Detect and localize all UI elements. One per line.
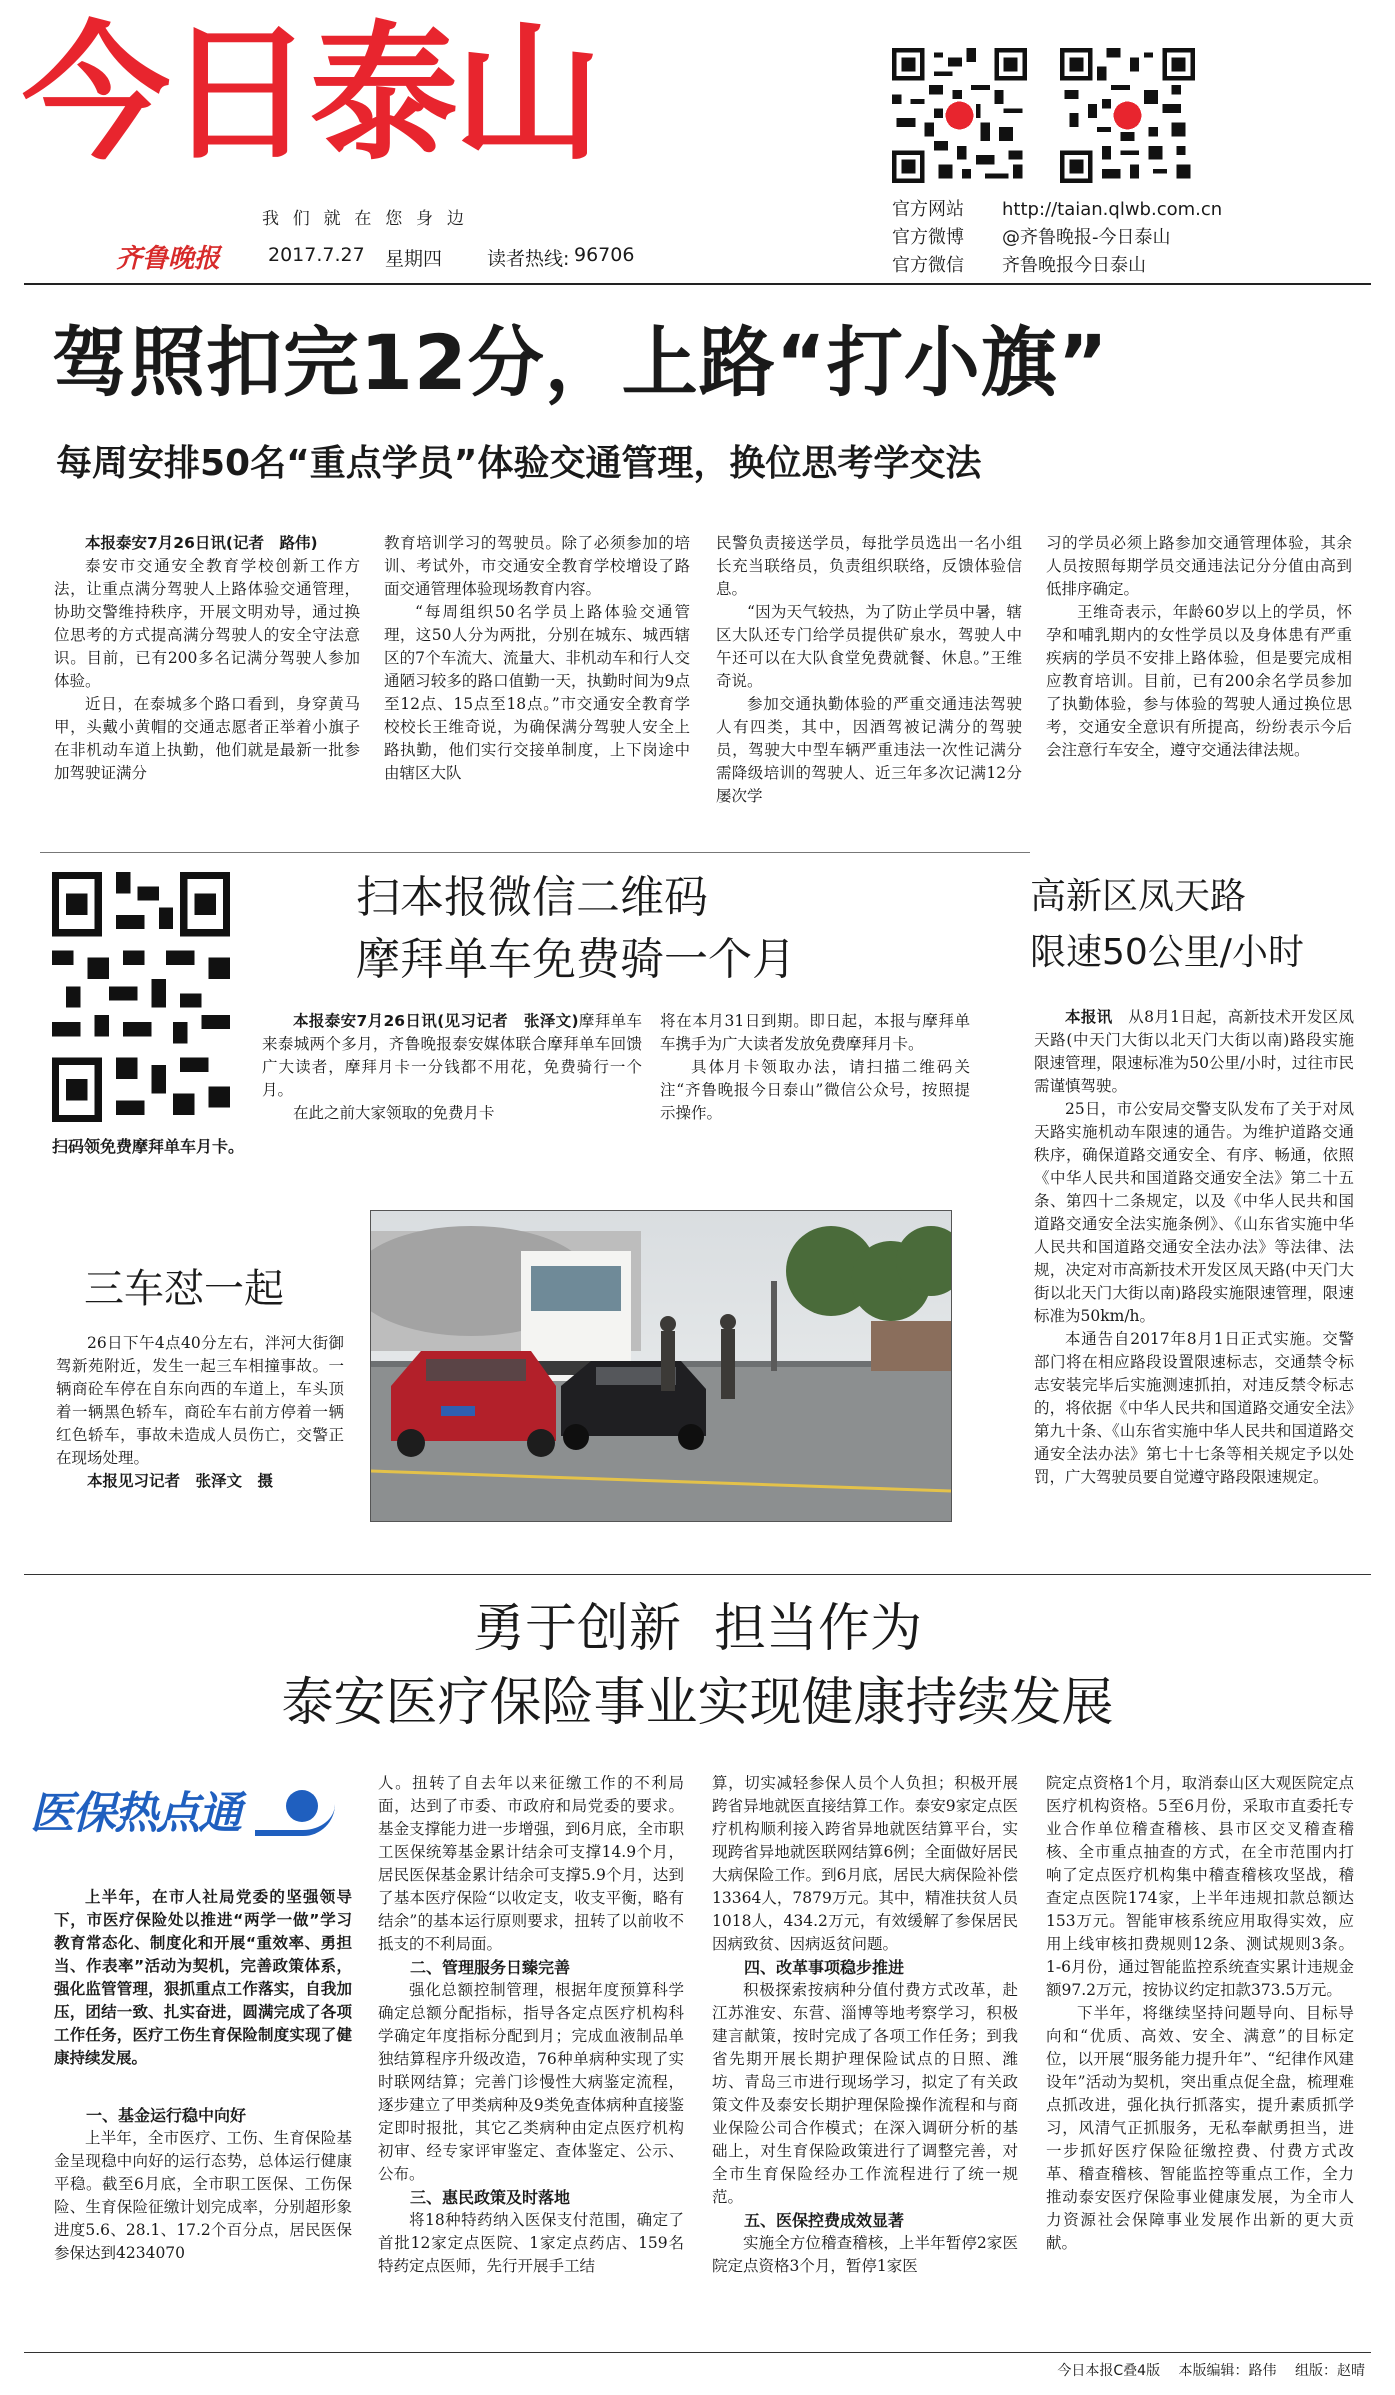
medical-column-3 [712,1772,1018,2278]
masthead-slogan: 我 们 就 在 您 身 边 [262,209,465,229]
bike-column-2 [660,1010,970,1125]
logo-text: 医保热点通 [30,1788,240,1839]
spacer [54,2070,352,2104]
paragraph: 泰安市交通安全教育学校创新工作方法，让重点满分驾驶人上路体验交通管理，协助交警维持秩序，开展文明劝导，通过换位思考的方式提高满分驾驶人的安全守法意识。目前，已有200多名记满分驾驶人参加体验。 [54,557,360,690]
hotline-label: 读者热线: [487,248,570,270]
paragraph: 将18种特药纳入医保支付范围，确定了首批12家定点医院、1家定点药店、159名特药定点医师，先行开展手工结 [378,2211,684,2275]
paragraph: 具体月卡领取办法，请扫描二维码关注“齐鲁晚报今日泰山”微信公众号，按照提示操作。 [660,1058,970,1122]
paragraph: 25日，市公安局交警支队发布了关于对凤天路实施机动车限速的通告。为维护道路交通秩序，确保道路交通安全、有序、畅通，依照《中华人民共和国道路交通安全法》第二十五条、第四十二条规定，以及《中华人民共和国道路交通安全法实施条例》、《山东省实施中华人民共和国道路交通安全法办法》等法律、法规，决定对市高新技术开发区凤天路(中天门大街以北天门大街以南)路段实施限速管理，限速标准为50km/h。 [1034,1100,1354,1325]
speed-column [1034,1006,1354,1489]
bike-headline-2: 摩拜单车免费骑一个月 [356,934,796,985]
link-row-weibo [892,224,1222,252]
bike-headline-1: 扫本报微信二维码 [356,872,708,923]
designer-credit: 组版：赵晴 [1295,2363,1365,2379]
paragraph: 本通告自2017年8月1日正式实施。交警部门将在相应路段设置限速标志，交通禁令标志安装完毕后实施测速抓拍，对违反禁令标志的，将依据《中华人民共和国道路交通安全法》第九十条、《山东省实施中华人民共和国道路交通安全法办法》第七十七条等相关规定予以处罚，广大驾驶员要自觉遵守路段限速规定。 [1034,1330,1354,1486]
paragraph: 强化总额控制管理，根据年度预算科学确定总额分配指标，指导各定点医疗机构科学确定年度指标分配到月；完成血液制品单独结算程序升级改造，76种单病种实现了实时联网结算；完善门诊慢性大病鉴定流程，逐步建立了甲类病种及9类免查体病种直接鉴定即时报批，其它乙类病种由定点医疗机构初审、经专家评审鉴定、查体鉴定、公示、公布。 [378,1981,684,2183]
link-row-website [892,196,1222,224]
medical-headline-2: 泰安医疗保险事业实现健康持续发展 [281,1673,1114,1733]
weibo-qr-code [1060,48,1195,183]
paragraph: 院定点资格1个月，取消泰山区大观医院定点医疗机构资格。5至6月份，采取市直委托专业合作单位稽查稽核、县市区交叉稽查稽核、全市重点抽查的方式，在全市范围内打响了定点医疗机构集中稽查稽核攻坚战，稽查定点医院174家，上半年违规扣款总额达153万元。智能审核系统应用取得实效，应用上线审核扣费规则12条、测试规则3条。1-6月份，通过智能监控系统查实累计违规金额97.2万元，按协议约定扣款373.5万元。 [1046,1774,1354,1999]
page-label: 今日本报C叠4版 [1057,2363,1161,2379]
paragraph: 26日下午4点40分左右，泮河大街御驾新苑附近，发生一起三车相撞事故。一辆商砼车停在自东向西的车道上，车头顶着一辆黑色轿车，商砼车右前方停着一辆红色轿车，事故未造成人员伤亡，交警正在现场处理。 [56,1334,344,1467]
bike-column-1 [262,1010,642,1125]
paragraph: 将在本月31日到期。即日起，本报与摩拜单车携手为广大读者发放免费摩拜月卡。 [660,1012,970,1053]
lead-column-4 [1046,532,1352,762]
link-label: 官方微信 [892,255,964,276]
paragraph: 教育培训学习的驾驶员。除了必须参加的培训、考试外，市交通安全教育学校增设了路面交通管理体验现场教育内容。 [384,534,690,598]
website-url[interactable]: http://taian.qlwb.com.cn [1002,199,1223,220]
paragraph: “每周组织50名学员上路体验交通管理，这50人分为两批，分别在城东、城西辖区的7个车流大、流量大、非机动车和行人交通陋习较多的路口值勤一天，执勤时间为9点至12点、15点至18点。”市交通安全教育学校校长王维奇说，为确保满分驾驶人安全上路执勤，他们实行交接单制度，上下岗途中由辖区大队 [384,603,690,782]
issue-weekday: 星期四 [385,248,443,270]
bike-byline: 本报泰安7月26日讯(见习记者 张泽文) [293,1012,579,1030]
medical-column-2 [378,1772,684,2278]
paragraph: 积极探索按病种分值付费方式改革，赴江苏淮安、东营、淄博等地考察学习，积极建言献策，按时完成了各项工作任务；到我省先期开展长期护理保险试点的日照、潍坊、青岛三市进行现场学习，拟定了有关政策文件及泰安长期护理保险操作流程和与商业保险公司合作模式；在深入调研分析的基础上，对生育保险政策进行了调整完善，对全市生育保险经办工作流程进行了统一规范。 [712,1981,1018,2206]
section-heading: 二、管理服务日臻完善 [410,1958,571,1977]
paragraph: 从8月1日起，高新技术开发区凤天路(中天门大街以北天门大街以南)路段实施限速管理，限速标准为50公里/小时，过往市民需谨慎驾驶。 [1034,1008,1354,1095]
paragraph: 人。扭转了自去年以来征缴工作的不利局面，达到了市委、市政府和局党委的要求。基金支撑能力进一步增强，到6月底，全市职工医保统筹基金累计结余可支撑14.9个月，居民医保基金累计结余可支撑5.9个月，达到了基本医疗保险“以收定支，收支平衡，略有结余”的基本运行原则要求，扭转了以前收不抵支的不利局面。 [378,1774,684,1953]
lead-headline: 驾照扣完12分，上路“打小旗” [52,318,1109,407]
lead-column-2 [384,532,690,785]
wechat-qr-code [52,872,230,1122]
section-heading: 一、基金运行稳中向好 [86,2106,247,2125]
lead-column-3 [716,532,1022,808]
link-label: 官方微博 [892,227,964,248]
lead-column-1 [54,532,360,785]
weibo-handle[interactable]: @齐鲁晚报-今日泰山 [1002,227,1171,248]
photo-credit: 本报见习记者 张泽文 摄 [87,1472,274,1490]
footer [1057,2360,1365,2380]
crash-photo [370,1210,952,1522]
paragraph: 上半年，全市医疗、工伤、生育保险基金呈现稳中向好的运行态势，总体运行健康平稳。截至6月底，全市职工医保、工伤保险、生育保险征缴计划完成率，分别超形象进度5.6、28.1、17.2个百分点，居民医保参保达到4234070 [54,2129,352,2262]
medical-headline-1: 勇于创新 担当作为 [472,1599,923,1659]
paragraph: 参加交通执勤体验的严重交通违法驾驶人有四类，其中，因酒驾被记满分的驾驶员，驾驶大中型车辆严重违法一次性记满分需降级培训的驾驶人、近三年多次记满12分屡次学 [716,695,1022,805]
masthead-links [892,196,1222,280]
paragraph: 实施全方位稽查稽核，上半年暂停2家医院定点资格3个月，暂停1家医 [712,2234,1018,2275]
lead-subheadline: 每周安排50名“重点学员”体验交通管理，换位思考学交法 [56,443,982,484]
masthead-title: 今日泰山 [22,8,598,180]
paragraph: 算，切实减轻参保人员个人负担；积极开展跨省异地就医直接结算工作。泰安9家定点医疗机构顺利接入跨省异地就医结算平台，实现跨省异地就医联网结算6例；全面做好居民大病保险工作。到6月底，居民大病保险补偿13364人，7879万元。其中，精准扶贫人员1018人，434.2万元，有效缓解了参保居民因病致贫、因病返贫问题。 [712,1774,1018,1953]
website-qr-code [892,48,1027,183]
section-heading: 四、改革事项稳步推进 [744,1958,905,1977]
column-logo [30,1784,344,1844]
footer-divider [24,2352,1371,2353]
paragraph: 在此之前大家领取的免费月卡 [293,1104,495,1122]
paragraph: 近日，在泰城多个路口看到，身穿黄马甲，头戴小黄帽的交通志愿者正举着小旗子在非机动车道上执勤，他们就是最新一批参加驾驶证满分 [54,695,360,782]
crash-caption [56,1332,344,1493]
paragraph: 民警负责接送学员，每批学员选出一名小组长充当联络员，负责组织联络，反馈体验信息。 [716,534,1022,598]
section-divider [24,1574,1371,1575]
paragraph: “因为天气较热，为了防止学员中暑，辖区大队还专门给学员提供矿泉水，驾驶人中午还可以在大队食堂免费就餐、休息。”王维奇说。 [716,603,1022,690]
section-heading: 五、医保控费成效显著 [744,2211,905,2230]
section-heading: 三、惠民政策及时落地 [410,2188,571,2207]
logo-globe-icon [286,1790,318,1822]
editor-credit: 本版编辑：路伟 [1178,2363,1277,2379]
link-row-wechat [892,252,1222,280]
paragraph: 摩拜单车来泰城两个多月，齐鲁晚报泰安媒体联合摩拜单车回馈广大读者，摩拜月卡一分钱都不用花，免费骑行一个月。 [262,1012,642,1099]
paper-name-logo: 齐鲁晚报 [116,244,221,274]
intro-paragraph: 上半年，在市人社局党委的坚强领导下，市医疗保险处以推进“两学一做”学习教育常态化、制度化和开展“重效率、勇担当、作表率”活动为契机，完善政策体系，强化监管管理，狠抓重点工作落实，自我加压，团结一致、扎实奋进，圆满完成了各项工作任务，医疗工伤生育保险制度实现了健康持续发展。 [54,1888,352,2067]
speed-headline-1: 高新区凤天路 [1030,876,1247,917]
issue-date: 2017.7.27 [268,244,365,266]
medical-column-1 [54,1886,352,2265]
qr-caption: 扫码领免费摩拜单车月卡。 [52,1137,245,1156]
hotline-number: 96706 [574,244,635,266]
section-divider [40,852,1030,853]
speed-headline-2: 限速50公里/小时 [1030,932,1304,973]
crash-headline: 三车怼一起 [84,1266,284,1312]
paragraph: 习的学员必须上路参加交通管理体验，其余人员按照每期学员交通违法记分分值由高到低排序确定。 [1046,534,1352,598]
link-label: 官方网站 [892,199,964,220]
masthead-divider [24,283,1371,285]
paragraph: 王维奇表示，年龄60岁以上的学员，怀孕和哺乳期内的女性学员以及身体患有严重疾病的学员不安排上路体验，但是要完成相应教育培训。目前，已有200余名学员参加了执勤体验，参与体验的驾驶人通过换位思考，交通安全意识有所提高，纷纷表示今后会注意行车安全，遵守交通法律法规。 [1046,603,1352,759]
medical-column-4 [1046,1772,1354,2255]
speed-byline: 本报讯 [1065,1008,1113,1026]
paragraph: 下半年，将继续坚持问题导向、目标导向和“优质、高效、安全、满意”的目标定位，以开展“服务能力提升年”、“纪律作风建设年”活动为契机，突出重点促全盘，梳理难点抓改进，强化执行抓落实，提升素质抓学习，风清气正抓服务，无私奉献勇担当，进一步抓好医疗保险征缴控费、付费方式改革、稽查稽核、智能监控等重点工作，全力推动泰安医疗保险事业健康发展，为全市人力资源社会保障事业发展作出新的更大贡献。 [1046,2004,1354,2252]
wechat-account[interactable]: 齐鲁晚报今日泰山 [1002,255,1146,276]
lead-byline: 本报泰安7月26日讯(记者 路伟) [85,534,318,552]
